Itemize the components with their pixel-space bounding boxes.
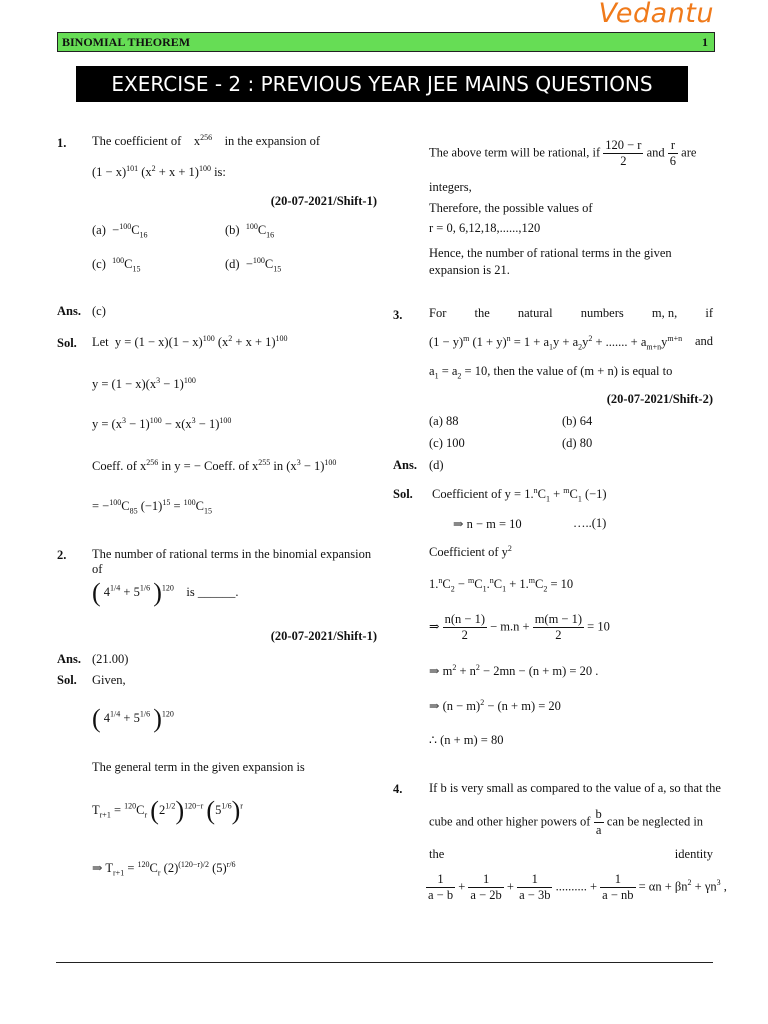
q1-sol-line-5: = $-^{100}C_{85}$ $(-1)^{15} = ^{100}C_{15}$: [92, 498, 212, 516]
q2-therefore: Therefore, the possible values of: [429, 201, 593, 215]
q2-general-term: $T_{r+1} = ^{120}C_r$ $(2^{1/2})^{120-r}$ $(5^{1/6})^r$: [92, 796, 243, 825]
q3-sol-line-8: ∴ (n + m) = 80: [429, 733, 504, 747]
q1-sol-label: Sol.: [57, 336, 77, 350]
q2-general-term-simplified: ⇒ $T_{r+1} = ^{120}C_r$ $(2)^{(120-r)/2}$ $(5)^{r/6}$: [92, 860, 236, 878]
q3-answer: (d): [429, 458, 444, 472]
q1-sol-line-1: Let $y = (1 - x)(1 - x)^{100}$ $(x^2 + x + 1)^{100}$: [92, 334, 288, 350]
q3-sol-label: Sol.: [393, 487, 413, 501]
q1-answer: (c): [92, 304, 106, 318]
q1-option-b: (b) $^{100}C_{16}$: [225, 222, 275, 240]
question-1-expression: $(1 - x)^{101}$ $(x^2 + x + 1)^{100}$ is:: [92, 164, 226, 180]
vedantu-logo: Vedantu: [598, 0, 714, 29]
question-3-condition: $a_1 = a_2 = 10$, then the value of (m + n) is equal to: [429, 364, 673, 381]
question-2-number: 2.: [57, 548, 67, 562]
question-2-tag: (20-07-2021/Shift-1): [270, 629, 377, 643]
question-1-tag: (20-07-2021/Shift-1): [270, 194, 377, 208]
question-4-line-2: cube and other higher powers of $\frac{b}{a}$ can be neglected in: [429, 807, 704, 837]
q2-given: Given,: [92, 673, 126, 687]
q3-option-c: (c) 100: [429, 436, 465, 450]
q3-sol-line-2: ⇒ n − m = 10: [453, 517, 522, 531]
question-4-line-1: If b is very small as compared to the value of a, so that the: [429, 781, 721, 795]
q2-rational-condition: The above term will be rational, if $\frac{120 - r}{2}$ and $\frac{r}{6}$ are: [429, 138, 697, 168]
q3-option-a: (a) 88: [429, 414, 459, 428]
q3-sol-line-1: Coefficient of $y = 1.^nC_1 + ^mC_1$ (−1): [432, 486, 607, 504]
question-3-number: 3.: [393, 308, 403, 322]
question-1-stem: The coefficient of $x^{256}$ in the expansion of: [92, 133, 321, 149]
q1-ans-label: Ans.: [57, 304, 81, 318]
q3-option-d: (d) 80: [562, 436, 593, 450]
q3-eq1-tag: …..(1): [573, 516, 607, 530]
q2-integers: integers,: [429, 180, 472, 194]
q2-given-expression: ( $4^{1/4} + 5^{1/6}$ )$^{120}$: [92, 704, 174, 733]
question-4-number: 4.: [393, 782, 403, 796]
question-3-expression: $(1 - y)^m$ $(1 + y)^n = 1 + a_1y + a_2y^2$ + ....... + $a_{m+n}y^{m+n}$ and: [429, 334, 713, 352]
q3-option-b: (b) 64: [562, 414, 593, 428]
q2-hence-2: expansion is 21.: [429, 263, 510, 277]
q3-ans-label: Ans.: [393, 458, 417, 472]
q1-option-a: $(a) -^{100}C_{16}$: [92, 222, 148, 240]
chapter-header: [57, 32, 715, 52]
page-number: 1: [702, 35, 708, 49]
q2-hence: Hence, the number of rational terms in the given: [429, 246, 672, 260]
exercise-title: EXERCISE - 2 : PREVIOUS YEAR JEE MAINS QUESTIONS: [76, 66, 688, 102]
q2-general-term-text: The general term in the given expansion is: [92, 760, 305, 774]
q3-sol-line-3: Coefficient of $y^2$: [429, 544, 512, 560]
q3-sol-line-6: ⇒ $m^2 + n^2 - 2mn - (n + m) = 20$ .: [429, 663, 599, 679]
q3-sol-line-5: ⇒ $\frac{n(n - 1)}{2}$ − m.n + $\frac{m(m - 1)}{2}$ = 10: [429, 612, 610, 642]
q1-sol-line-2: $y = (1 - x)(x^3 - 1)^{100}$: [92, 376, 196, 392]
question-3-stem: For the natural numbers m, n, if: [429, 306, 713, 320]
q2-sol-label: Sol.: [57, 673, 77, 687]
q1-sol-line-3: $y = (x^3 - 1)^{100} - x(x^3 - 1)^{100}$: [92, 416, 232, 432]
q2-answer: (21.00): [92, 652, 129, 666]
question-1-number: 1.: [57, 136, 67, 150]
q2-ans-label: Ans.: [57, 652, 81, 666]
question-2-expression: ( $4^{1/4} + 5^{1/6}$ )$^{120}$ is ______.: [92, 578, 239, 607]
chapter-title: BINOMIAL THEOREM: [62, 35, 191, 49]
question-4-line-3: the identity: [429, 847, 713, 861]
question-2-stem: The number of rational terms in the binomial expansion of: [92, 547, 372, 576]
footer-rule: [56, 962, 713, 963]
q3-sol-line-4: $1.^nC_2 - ^mC_1.^nC_1 + 1.^mC_2 = 10$: [429, 576, 574, 594]
q1-sol-line-4: Coeff. of $x^{256}$ in y = − Coeff. of $x^{255}$ in $(x^3 - 1)^{100}$: [92, 458, 337, 474]
q2-r-values: r = 0, 6,12,18,......,120: [429, 221, 541, 235]
q1-option-d: $(d) -^{100}C_{15}$: [225, 256, 282, 274]
question-4-identity: $\frac{1}{a - b}$ + $\frac{1}{a - 2b}$ + $\frac{1}{a - 3b}$ .......... + $\frac{1}{a - nb}$ = $\alpha n + \beta n^2 + \gamma n^3$ ,: [428, 872, 727, 902]
question-3-tag: (20-07-2021/Shift-2): [606, 392, 713, 406]
q3-sol-line-7: ⇒ $(n - m)^2 - (n + m) = 20$: [429, 698, 561, 714]
q1-option-c: (c) $^{100}C_{15}$: [92, 256, 141, 274]
